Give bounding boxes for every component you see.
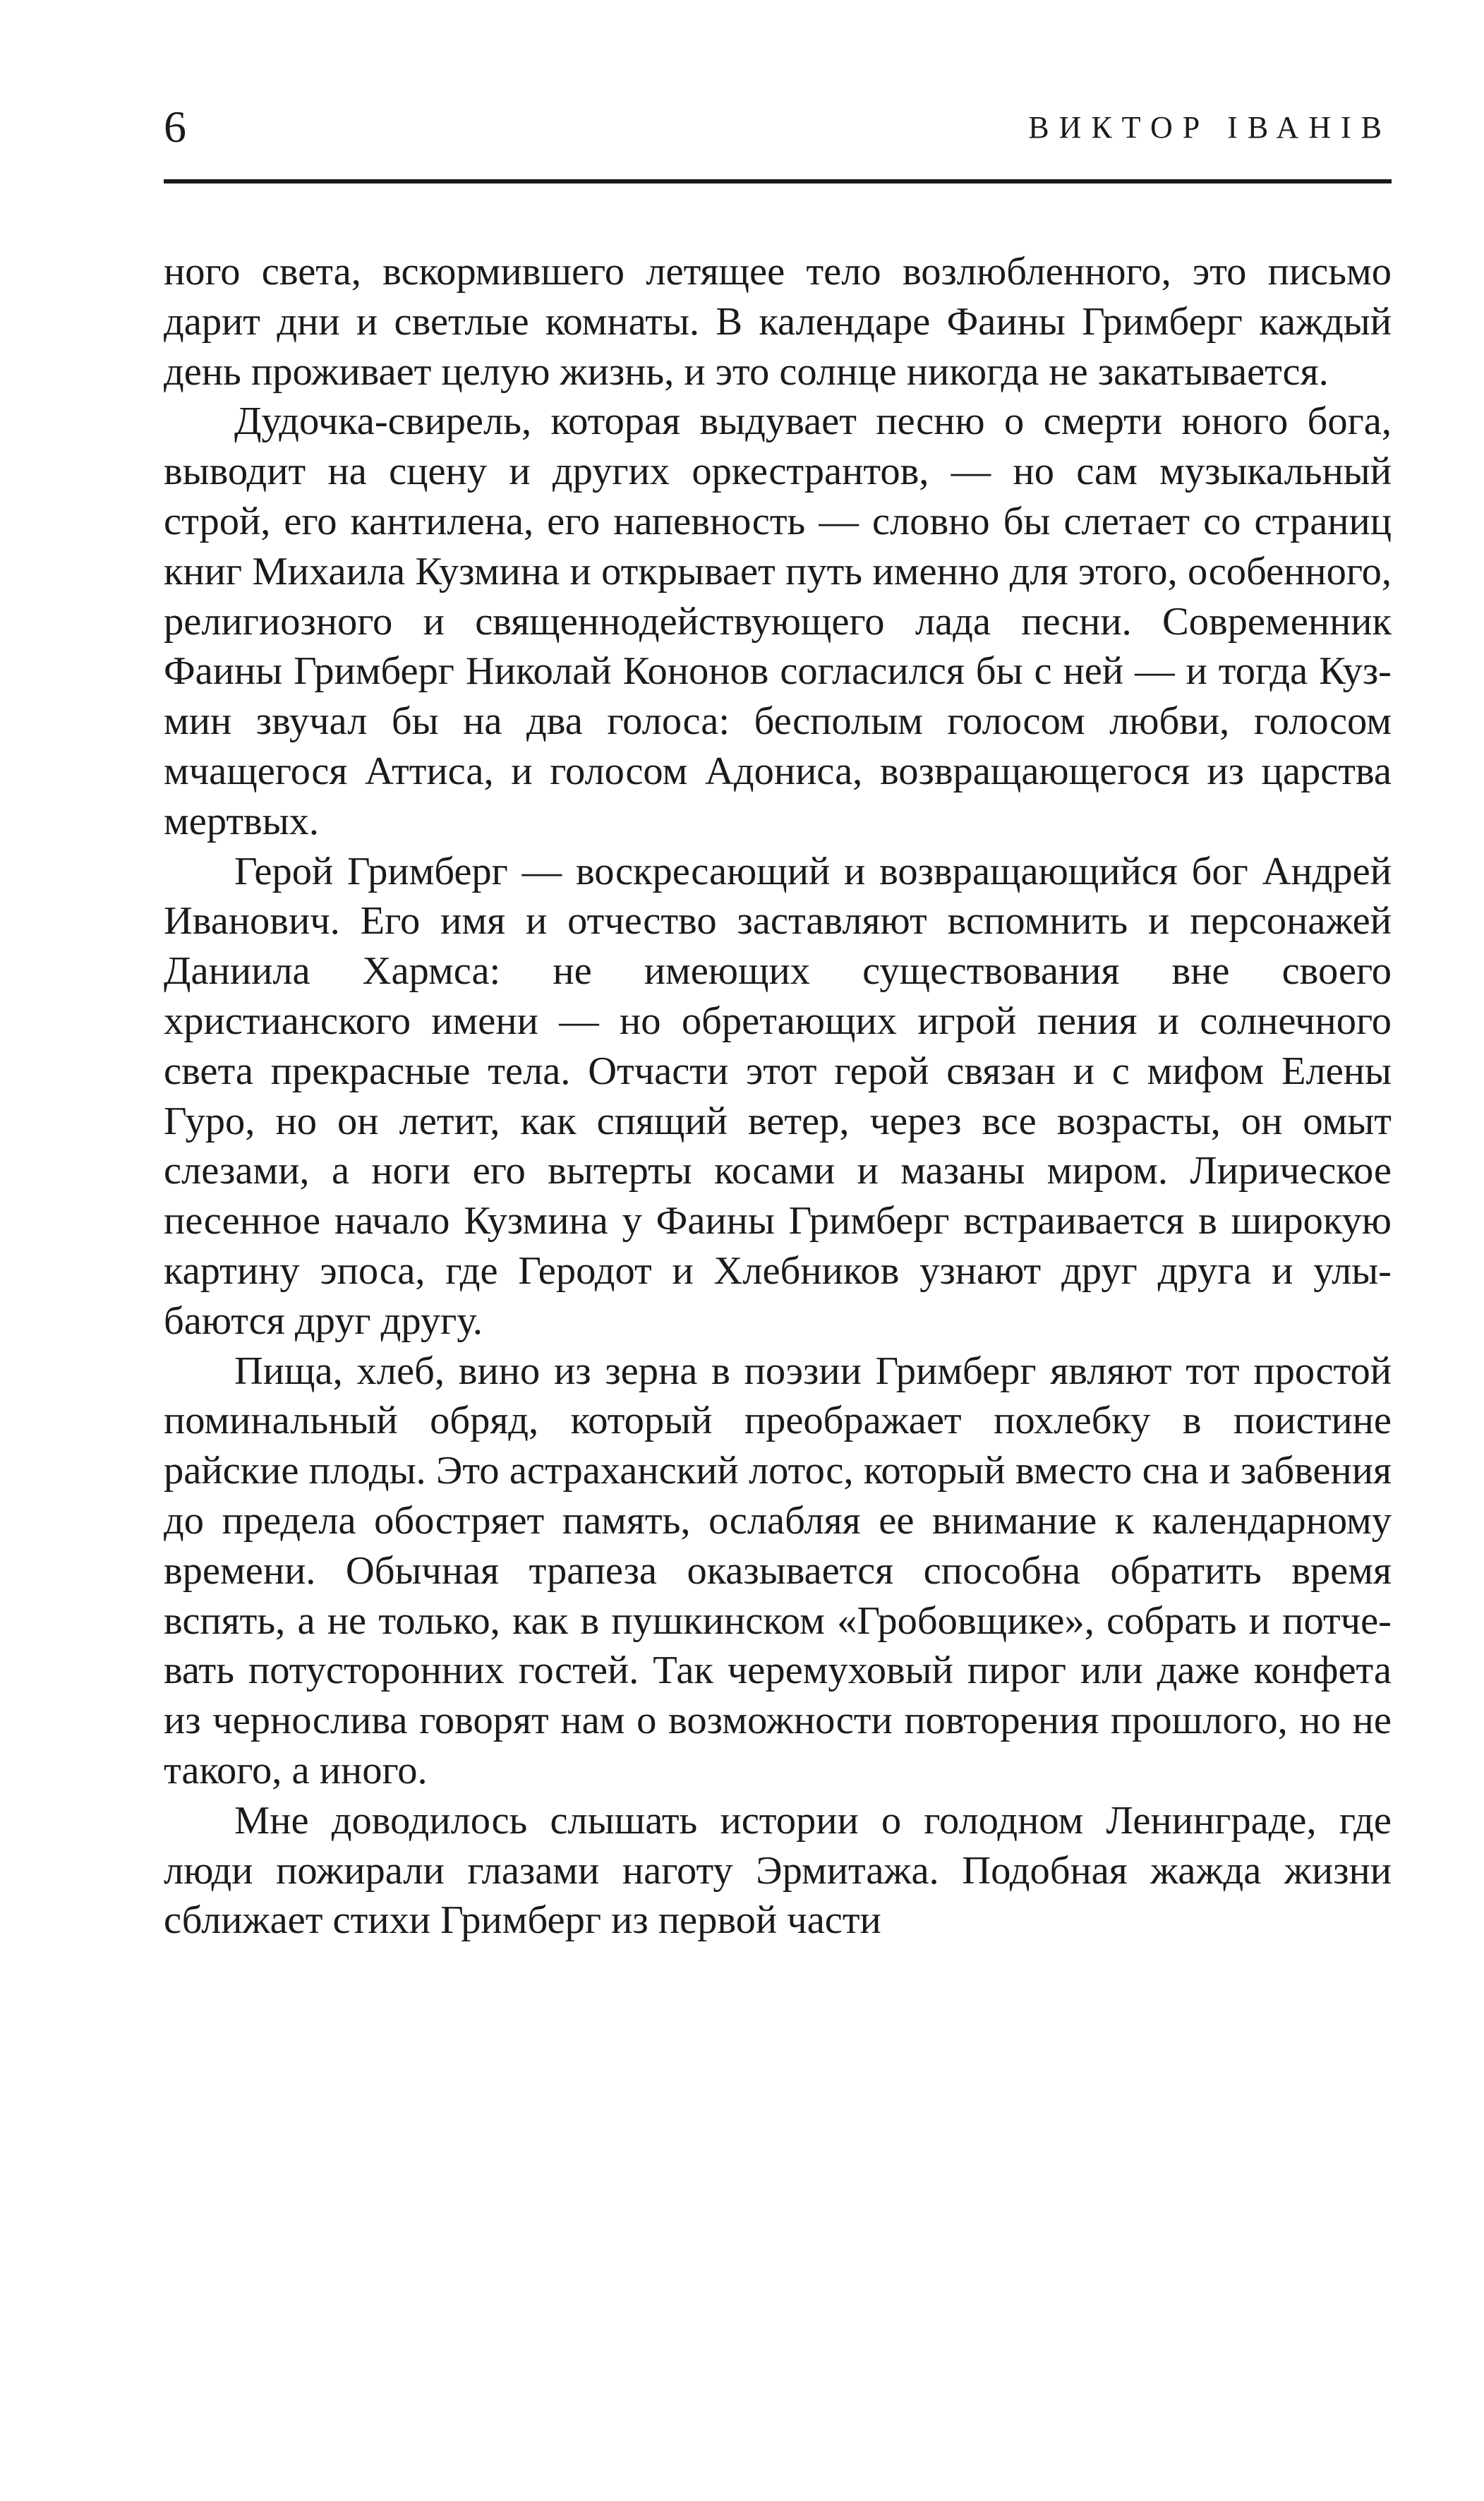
- paragraph-5: Мне доводилось слышать истории о голодном Ленинграде, где люди пожирали глазами наготу Эрмитажа. Подобная жажда жизни сближает стихи Гримберг из первой части: [164, 1798, 1392, 1943]
- paragraph-1: ного света, вскормившего летящее тело возлюбленного, это письмо дарит дни и светлые комнаты. В календаре Фаины Гримберг каждый день проживает целую жизнь, и это солнце никогда не закатывается.: [164, 250, 1392, 394]
- paragraph-3: Герой Гримберг — воскресающий и возвращающийся бог Андрей Иванович. Его имя и отчество заставляют вспомнить и персонажей Даниила Хармса: не имеющих существования вне своего христианского имени — но обретающих игрой пения и солнечного света прекрасные тела. Отчасти этот герой связан и с мифом Елены Гуро, но он летит, как спящий ветер, через все возрасты, он омыт слезами, а ноги его вытерты косами и мазаны миром. Лирическое песенное начало Кузмина у Фаины Гримберг встраивается в широкую картину эпоса, где Геродот и Хлебников узнают друг друга и улыбаются друг другу.: [164, 849, 1392, 1343]
- body-text: [164, 247, 1392, 1946]
- running-header: [164, 99, 1392, 155]
- paragraph-2: Дудочка-свирель, которая выдувает песню о смерти юного бога, выводит на сцену и других оркестрантов, — но сам музыкальный строй, его кантилена, его напевность — словно бы слетает со страниц книг Михаила Кузмина и открывает путь именно для этого, особенного, религиозного и священнодействующего лада песни. Современник Фаины Гримберг Николай Кононов согласился бы с ней — и тогда Кузмин звучал бы на два голоса: бесполым голосом любви, голосом мчащегося Аттиса, и голосом Адониса, возвращающегося из царства мертвых.: [164, 399, 1392, 843]
- running-title: ВИКТОР ІВАНІВ: [1028, 110, 1392, 145]
- paragraph-4: Пища, хлеб, вино из зерна в поэзии Гримберг являют тот простой поминальный обряд, который преображает похлебку в поистине райские плоды. Это астраханский лотос, который вместо сна и забвения до предела обостряет память, ослабляя ее внимание к календарному времени. Обычная трапеза оказывается способна обратить время вспять, а не только, как в пушкинском «Гробовщике», собрать и потчевать потусторонних гостей. Так черемуховый пирог или даже конфета из чернослива говорят нам о возможности повторения прошлого, но не такого, а иного.: [164, 1349, 1392, 1792]
- header-rule: [164, 179, 1392, 183]
- page-number: 6: [164, 102, 186, 152]
